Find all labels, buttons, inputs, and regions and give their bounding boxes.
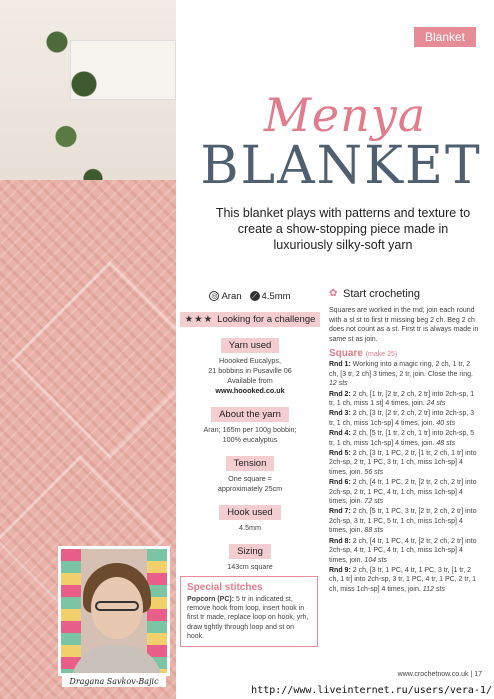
designer-photo [58, 546, 170, 676]
footer: www.crochetnow.co.uk | 17 [397, 671, 482, 678]
title-top: Menya [263, 88, 427, 142]
special-stitches-box [180, 576, 318, 647]
about-yarn-label: About the yarn [211, 407, 289, 422]
about-yarn-section [180, 404, 320, 445]
yarn-weight: Aran [221, 290, 242, 302]
plant [30, 0, 120, 210]
pattern-round [329, 409, 479, 428]
round-label: Rnd 3: [329, 410, 351, 418]
round-label: Rnd 1: [329, 361, 351, 369]
special-stitch-term: Popcorn (PC): [187, 596, 235, 603]
round-text: 2 ch, [4 tr, 1 PC, 4 tr, [2 tr, 2 ch, 2 tr] into 2ch-sp, 4 tr, 1 PC, 4 tr, 1 ch, miss 1ch-sp] 4 times, join. [329, 537, 477, 564]
tension-line: approximately 25cm [217, 484, 283, 493]
yarn-used-line: 21 bobbins in Pusaville 06 [208, 366, 292, 375]
round-text: Working into a magic ring, 2 ch, 1 tr, 2 ch, [3 tr, 2 ch] 3 times, 2 tr, join. Close the ring. [329, 361, 473, 378]
pattern-round [329, 449, 479, 477]
pattern-round [329, 390, 479, 409]
footer-site: www.crochetnow.co.uk [397, 671, 469, 678]
title-bottom: BLANKET [200, 136, 482, 196]
sizing-section [180, 541, 320, 572]
sizing-value: 143cm square [227, 562, 273, 571]
about-yarn-line: Aran; 165m per 100g bobbin; [203, 425, 297, 434]
yarn-used-line: Hoooked Eucalyps, [219, 356, 281, 365]
round-label: Rnd 2: [329, 390, 351, 398]
tension-label: Tension [226, 456, 275, 471]
rounds-list [329, 360, 479, 594]
round-stitch-count: 112 sts [422, 585, 445, 593]
round-text: 2 ch, [3 tr, [2 tr, 2 ch, 2 tr] into 2ch-sp, 3 tr, 1 ch, miss 1ch-sp] 4 times, join. [329, 410, 475, 427]
intro-text: This blanket plays with patterns and texture to create a show-stopping piece made in luxuriously silky-soft yarn [215, 206, 471, 252]
round-label: Rnd 6: [329, 479, 351, 487]
flower-icon: ✿ [329, 288, 338, 299]
round-stitch-count: 40 sts [436, 419, 456, 427]
watermark-url: http://www.liveinternet.ru/users/vera-1/ [244, 683, 494, 699]
round-label: Rnd 4: [329, 430, 351, 438]
round-text: 2 ch, [3 tr, 1 PC, 4 tr, 1 PC, 3 tr, [1 tr, 2 ch, 1 tr] into 2ch-sp, 3 tr, 1 PC, 4 tr, 1 PC, 2 tr, 1 ch, miss 1ch-sp] 4 times, join. [329, 566, 477, 593]
round-stitch-count: 88 sts [364, 527, 384, 535]
round-text: 2 ch, [5 tr, 1 PC, 3 tr, [2 tr, 2 ch, 2 tr] into 2ch-sp, 3 tr, 1 PC, 5 tr, 1 ch, miss 1ch-sp] 4 times, join. [329, 508, 477, 535]
about-yarn-line: 100% eucalyptus [222, 435, 278, 444]
pattern-round [329, 360, 479, 388]
pattern-round [329, 537, 479, 565]
square-count: (make 25) [365, 351, 398, 359]
tension-section [180, 453, 320, 494]
round-text: 2 ch, [1 tr, [2 tr, 2 ch, 2 tr] into 2ch-sp, 1 tr, 1 ch, miss 1 st] 4 times, join. [329, 390, 475, 407]
round-label: Rnd 7: [329, 508, 351, 516]
round-text: 2 ch, [3 tr, 1 PC, 2 tr, [1 tr, 2 ch, 1 tr] into 2ch-sp, 2 tr, 1 PC, 3 tr, 1 ch, miss 1ch-sp] 4 times, join. [329, 450, 477, 476]
yarn-used-line: Available from [227, 376, 273, 385]
pattern-round [329, 478, 479, 506]
round-stitch-count: 56 sts [364, 468, 384, 476]
round-stitch-count: 12 sts [329, 380, 348, 388]
pattern-round [329, 429, 479, 448]
special-stitches-title: Special stitches [187, 582, 263, 593]
yarn-used-section [180, 335, 320, 396]
hook-section [180, 502, 320, 533]
round-stitch-count: 72 sts [364, 498, 384, 506]
round-text: 2 ch, [5 tr, [1 tr, 2 ch, 1 tr] into 2ch-sp, 5 tr, 1 ch, miss 1ch-sp] 4 times, join. [329, 430, 475, 447]
yarn-ball-icon: ◎ [211, 292, 218, 300]
yarn-link[interactable]: www.hoooked.co.uk [215, 386, 285, 395]
pattern-column [329, 288, 479, 595]
round-stitch-count: 48 sts [436, 439, 456, 447]
round-stitch-count: 24 sts [426, 400, 446, 407]
round-label: Rnd 9: [329, 566, 351, 574]
start-intro: Squares are worked in the rnd; join each round with a sl st to first tr missing beg 2 ch. Beg 2 ch does not count as a st. First tr is always made in same st as join. [329, 307, 479, 343]
hook-value: 4.5mm [239, 523, 261, 532]
info-column [180, 288, 320, 572]
hook-label: Hook used [219, 505, 280, 520]
hook-icon: ⟋ [250, 291, 260, 301]
hook-badge: 4.5mm [261, 290, 291, 302]
round-label: Rnd 8: [329, 537, 351, 545]
section-tag: Blanket [414, 27, 476, 47]
yarn-used-label: Yarn used [221, 338, 280, 353]
round-text: 2 ch, [4 tr, 1 PC, 2 tr, [2 tr, 2 ch, 2 tr] into 2ch-sp, 2 tr, 1 PC, 4 tr, 1 ch, miss 1ch-sp] 4 times, join. [329, 479, 477, 506]
page-number: 17 [474, 671, 482, 678]
pattern-round [329, 507, 479, 535]
round-stitch-count: 104 sts [364, 556, 387, 564]
designer-name: Dragana Savkov-Bajic [62, 676, 166, 687]
sizing-label: Sizing [229, 544, 271, 559]
square-heading: Square (make 25) [329, 348, 398, 360]
difficulty-bar [180, 312, 320, 327]
difficulty-stars: ★★★ [184, 314, 214, 325]
badges [180, 288, 320, 304]
round-label: Rnd 5: [329, 450, 351, 458]
special-stitch-text: 5 tr in indicated st, remove hook from loop, insert hook in first tr made, replace loop on hook, yrh, draw tightly through loop and st on hook. [187, 596, 309, 640]
start-heading: Start crocheting [343, 288, 421, 300]
difficulty-label: Looking for a challenge [217, 314, 316, 325]
tension-line: One square = [228, 474, 272, 483]
pattern-round [329, 566, 479, 594]
